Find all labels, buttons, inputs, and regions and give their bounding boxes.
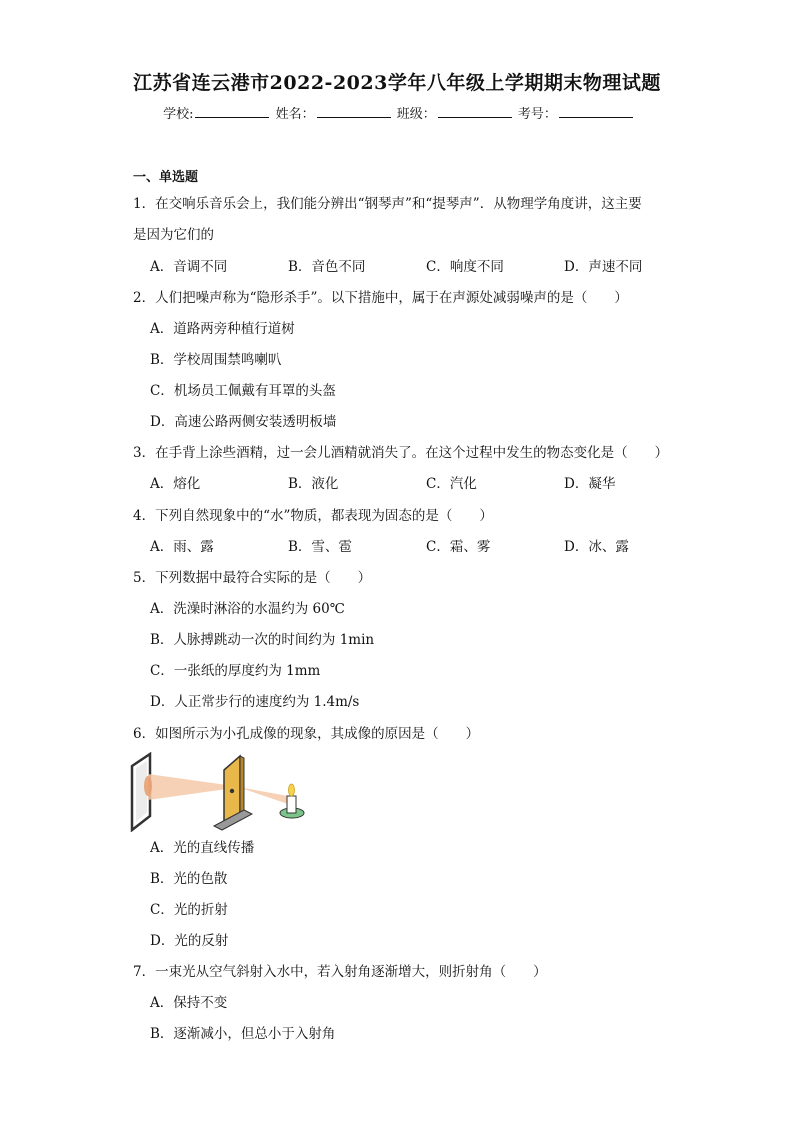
question-2-stem: 2．人们把噪声称为“隐形杀手”。以下措施中，属于在声源处减弱噪声的是（ ） [133, 290, 628, 306]
question-2-option-b[interactable]: B．学校周围禁鸣喇叭 [150, 352, 282, 368]
flame-icon [289, 784, 295, 796]
light-beam-icon [148, 774, 234, 800]
question-4-options [150, 535, 702, 555]
name-blank[interactable] [317, 105, 391, 118]
school-label: 学校: [163, 107, 194, 122]
question-1-option-a[interactable]: A．音调不同 [150, 259, 228, 275]
question-7-stem: 7．一束光从空气斜射入水中，若入射角逐渐增大，则折射角（ ） [133, 964, 547, 980]
exam-number-label: 考号： [517, 107, 557, 122]
question-5-option-a[interactable]: A．洗澡时淋浴的水温约为 60℃ [150, 601, 345, 617]
question-2-option-a[interactable]: A．道路两旁种植行道树 [150, 321, 295, 337]
question-3-options [150, 472, 702, 492]
question-1-option-c[interactable]: C．响度不同 [426, 259, 504, 275]
question-5-option-d[interactable]: D．人正常步行的速度约为 1.4m/s [150, 694, 360, 710]
question-1-stem-line-2: 是因为它们的 [133, 227, 214, 243]
student-info-line [0, 103, 794, 122]
question-3-option-d[interactable]: D．凝华 [564, 476, 616, 492]
question-3-stem: 3．在手背上涂些酒精，过一会儿酒精就消失了。在这个过程中发生的物态变化是（ ） [133, 445, 669, 461]
question-4-option-c[interactable]: C．霜、雾 [426, 539, 491, 555]
question-5-option-b[interactable]: B．人脉搏跳动一次的时间约为 1min [150, 632, 375, 648]
question-2-option-d[interactable]: D．高速公路两侧安装透明板墙 [150, 414, 337, 430]
question-1-stem-line-1: 1．在交响乐音乐会上，我们能分辨出“钢琴声”和“提琴声”．从物理学角度讲，这主要 [133, 196, 642, 212]
name-label: 姓名： [275, 107, 315, 122]
question-1-option-d[interactable]: D．声速不同 [564, 259, 643, 275]
question-7-option-b[interactable]: B．逐渐减小，但总小于入射角 [150, 1026, 336, 1042]
section-title: 一、单选题 [133, 170, 199, 185]
question-5-option-c[interactable]: C．一张纸的厚度约为 1mm [150, 663, 321, 679]
question-1-option-b[interactable]: B．音色不同 [288, 259, 366, 275]
question-3-option-a[interactable]: A．熔化 [150, 476, 201, 492]
question-4-option-a[interactable]: A．雨、露 [150, 539, 214, 555]
question-4-stem: 4．下列自然现象中的“水”物质，都表现为固态的是（ ） [133, 508, 493, 524]
exam-number-blank[interactable] [559, 105, 633, 118]
class-label: 班级： [396, 107, 436, 122]
question-4-option-d[interactable]: D．冰、露 [564, 539, 629, 555]
page-title: 江苏省连云港市2022-2023学年八年级上学期期末物理试题 [133, 72, 661, 94]
question-6-option-a[interactable]: A．光的直线传播 [150, 840, 255, 856]
candle-icon [287, 796, 296, 813]
question-7-option-a[interactable]: A．保持不变 [150, 995, 228, 1011]
question-5-stem: 5．下列数据中最符合实际的是（ ） [133, 570, 372, 586]
question-6-option-b[interactable]: B．光的色散 [150, 871, 228, 887]
pinhole-imaging-figure [128, 752, 318, 832]
question-6-option-c[interactable]: C．光的折射 [150, 902, 228, 918]
question-4-option-b[interactable]: B．雪、雹 [288, 539, 352, 555]
question-2-option-c[interactable]: C．机场员工佩戴有耳罩的头盔 [150, 383, 336, 399]
school-blank[interactable] [195, 105, 269, 118]
question-3-option-c[interactable]: C．汽化 [426, 476, 477, 492]
class-blank[interactable] [438, 105, 512, 118]
question-3-option-b[interactable]: B．液化 [288, 476, 339, 492]
question-6-option-d[interactable]: D．光的反射 [150, 933, 229, 949]
question-6-stem: 6．如图所示为小孔成像的现象，其成像的原因是（ ） [133, 726, 480, 742]
question-1-options [150, 255, 702, 275]
